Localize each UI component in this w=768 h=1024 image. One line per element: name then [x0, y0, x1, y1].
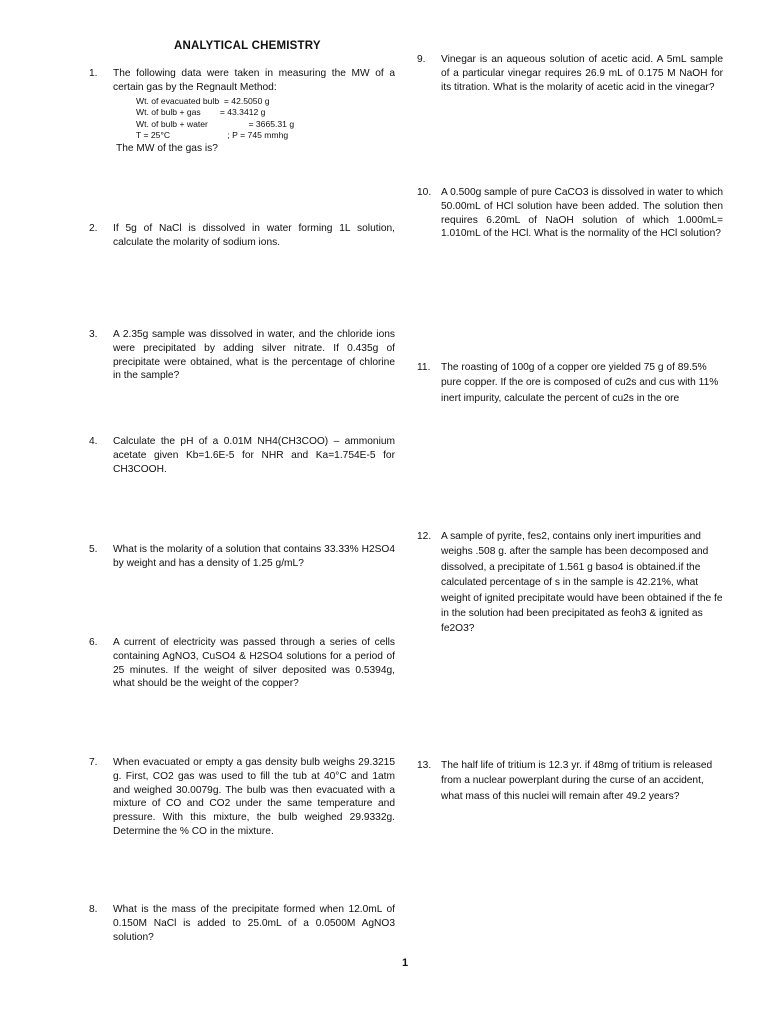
question-text: If 5g of NaCl is dissolved in water forming 1L solution, calculate the molarity of sodium ions. [113, 223, 395, 248]
question-number: 1. [89, 68, 98, 79]
question-number: 12. [417, 531, 432, 542]
question-text: The roasting of 100g of a copper ore yielded 75 g of 89.5% pure copper. If the ore is composed of cu2s and cus with 11% inert impurity, calculate the percent of cu2s in the ore [441, 362, 719, 404]
question-number: 10. [417, 187, 432, 198]
document-title: ANALYTICAL CHEMISTRY [174, 40, 321, 52]
question-text: Vinegar is an aqueous solution of acetic acid. A 5mL sample of a particular vinegar requires 26.9 mL of 0.175 M NaOH for its titration. What is the molarity of acetic acid in the vinegar? [441, 54, 723, 93]
question-number: 6. [89, 637, 98, 648]
question-number: 13. [417, 760, 432, 771]
question-text: A current of electricity was passed through a series of cells containing AgNO3, CuSO4 & H2SO4 solutions for a period of 25 minutes. If the weight of silver deposited was 0.5394g, what should be the weight of the copper? [113, 637, 395, 690]
question-1-tail: The MW of the gas is? [116, 143, 218, 154]
question-text: What is the molarity of a solution that contains 33.33% H2SO4 by weight and has a density of 1.25 g/mL? [113, 544, 395, 569]
question-1-data-table [136, 96, 294, 142]
question-text: What is the mass of the precipitate formed when 12.0mL of 0.150M NaCl is added to 25.0mL of a 0.0500M AgNO3 solution? [113, 904, 395, 943]
question-text: Calculate the pH of a 0.01M NH4(CH3COO) – ammonium acetate given Kb=1.6E-5 for NHR and Ka=1.754E-5 for CH3COOH. [113, 436, 395, 475]
question-number: 2. [89, 223, 98, 234]
question-text: A 0.500g sample of pure CaCO3 is dissolved in water to which 50.00mL of HCl solution have been added. The solution then requires 6.20mL of NaOH solution of which 1.000mL= 1.010mL of the HCl. What is the normality of the HCl solution? [441, 187, 723, 240]
question-text: The half life of tritium is 12.3 yr. if 48mg of tritium is released from a nuclear powerplant during the curse of an accident, what mass of this nuclei will remain after 49.2 years? [441, 760, 713, 802]
data-line: Wt. of bulb + water = 3665.31 g [136, 118, 295, 129]
question-text: A 2.35g sample was dissolved in water, and the chloride ions were precipitated by adding silver nitrate. If 0.435g of precipitate were obtained, what is the percentage of chlorine in the sample? [113, 329, 395, 382]
question-number: 11. [417, 362, 431, 373]
question-number: 5. [89, 544, 98, 555]
question-number: 7. [89, 757, 98, 768]
question-text: When evacuated or empty a gas density bulb weighs 29.3215 g. First, CO2 gas was used to fill the tub at 40°C and 1atm and weighed 30.0079g. The bulb was then evacuated with a mixture of CO and CO2 under the same temperature and pressure. With this mixture, the bulb weighed 29.9332g. Determine the % CO in the mixture. [113, 757, 395, 837]
question-number: 9. [417, 54, 426, 65]
question-text: The following data were taken in measuring the MW of a certain gas by the Regnault Method: [113, 68, 395, 93]
page-number: 1 [402, 957, 409, 969]
question-number: 4. [89, 436, 98, 447]
question-number: 8. [89, 904, 98, 915]
question-text: A sample of pyrite, fes2, contains only inert impurities and weighs .508 g. after the sample has been decomposed and dissolved, a precipitate of 1.561 g baso4 is obtained.if the calculated percentage of s in the sample is 42.21%, what weight of ignited precipitate would have been obtained if the fe in the solution had been precipitated as feoh3 & ignited as fe2O3? [441, 531, 723, 635]
data-line: Wt. of bulb + gas = 43.3412 g [136, 107, 266, 118]
question-number: 3. [89, 329, 98, 340]
data-line: Wt. of evacuated bulb = 42.5050 g [136, 96, 270, 106]
data-line: T = 25°C ; P = 745 mmhg [136, 130, 289, 141]
